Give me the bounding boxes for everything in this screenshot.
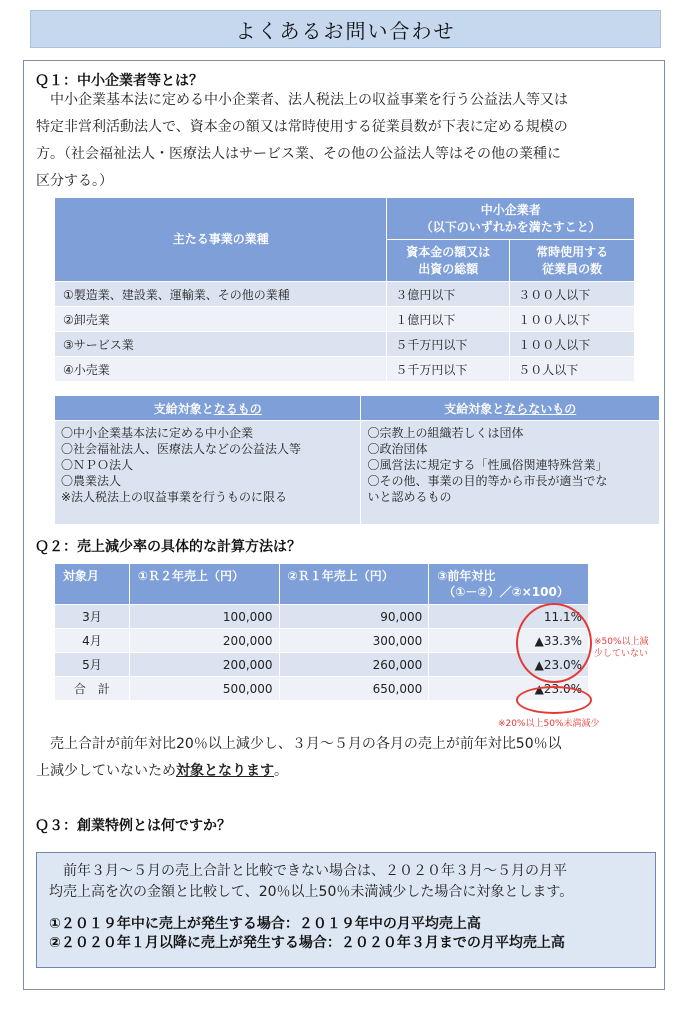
cell-month: 4月 xyxy=(55,629,130,653)
table-row xyxy=(55,629,589,653)
list-item: 〇社会福祉法人、医療法人などの公益法人等 xyxy=(61,442,302,456)
table-row xyxy=(55,677,589,701)
total-note: ※20%以上50%未満減少 xyxy=(498,719,600,729)
eligible-header-a: 支給対象と xyxy=(153,401,214,416)
cell-r1: 260,000 xyxy=(279,653,429,677)
col-header-staff-line1: 常時使用する xyxy=(536,244,609,259)
cell-ratio: ▲23.0% xyxy=(429,653,589,677)
list-item: 〇ＮＰＯ法人 xyxy=(61,458,134,472)
q1-line: 中小企業基本法に定める中小企業者、法人税法上の収益事業を行う公益法人等又は xyxy=(36,92,568,108)
q3-line1: 前年３月～５月の売上合計と比較できない場合は、２０２０年３月～５月の月平 xyxy=(49,863,567,879)
list-item: ※法人税法上の収益事業を行うものに限る xyxy=(61,490,288,504)
col-header-staff xyxy=(510,240,635,282)
cell-r1: 650,000 xyxy=(279,677,429,701)
col-header-r2: ①Ｒ２年売上（円） xyxy=(129,564,279,605)
eligibility-table xyxy=(54,395,660,525)
table-row xyxy=(55,357,635,382)
cell-month: 合 計 xyxy=(55,677,130,701)
cell-r2: 500,000 xyxy=(129,677,279,701)
table-row xyxy=(55,282,635,307)
eligible-header xyxy=(55,396,361,421)
cell-r1: 300,000 xyxy=(279,629,429,653)
col-header-capital-line2: 出資の総額 xyxy=(418,261,479,276)
q1-paragraph xyxy=(36,87,656,195)
cell-month: 5月 xyxy=(55,653,130,677)
page-title-bar xyxy=(30,10,661,48)
q2-conclusion-line2 xyxy=(36,758,656,785)
cell-r1: 90,000 xyxy=(279,605,429,629)
table-row xyxy=(55,653,589,677)
cell-r2: 200,000 xyxy=(129,653,279,677)
cell-month: 3月 xyxy=(55,605,130,629)
monthly-note-line2: 少していない xyxy=(594,649,649,659)
cell-staff: １００人以下 xyxy=(510,307,635,332)
col-header-r1: ②Ｒ１年売上（円） xyxy=(279,564,429,605)
q2-heading: Ｑ２：売上減少率の具体的な計算方法は？ xyxy=(35,539,301,555)
q2-conclusion-period: 。 xyxy=(274,763,288,779)
monthly-note xyxy=(594,636,649,660)
list-item: 〇政治団体 xyxy=(367,442,428,456)
col-header-capital-line1: 資本金の額又は xyxy=(406,244,491,259)
table-row xyxy=(55,332,635,357)
cell-ratio: ▲23.0% xyxy=(429,677,589,701)
q1-heading: Ｑ１：中小企業者等とは？ xyxy=(35,73,203,89)
col-header-industry: 主たる事業の業種 xyxy=(55,198,387,282)
sales-decline-table xyxy=(54,563,589,701)
q2-conclusion-text: 上減少していないため xyxy=(36,763,176,779)
cell-industry: ④小売業 xyxy=(55,357,387,382)
highlight-circle-total xyxy=(516,686,592,714)
list-item: 〇宗教上の組織若しくは団体 xyxy=(367,426,524,440)
col-header-sme-line2: （以下のいずれかを満たすこと） xyxy=(420,219,601,234)
q3-heading: Ｑ３：創業特例とは何ですか？ xyxy=(35,818,231,834)
col-header-ratio xyxy=(429,564,589,605)
q3-case2: ②２０２０年１月以降に売上が発生する場合：２０２０年３月までの月平均売上高 xyxy=(49,935,565,951)
q2-conclusion-emphasis: 対象となります xyxy=(176,763,274,779)
col-header-ratio-line2: （①－②）／②×100） xyxy=(443,585,569,599)
highlight-circle-monthly xyxy=(516,603,592,683)
sme-criteria-table xyxy=(54,197,635,382)
q3-case1: ①２０１９年中に売上が発生する場合：２０１９年中の月平均売上高 xyxy=(49,916,481,932)
col-header-sme-line1: 中小企業者 xyxy=(480,202,541,217)
cell-capital: １億円以下 xyxy=(387,307,510,332)
page-title: よくあるお問い合わせ xyxy=(235,18,456,43)
col-header-month: 対象月 xyxy=(55,564,130,605)
col-header-sme xyxy=(387,198,635,240)
ineligible-header-a: 支給対象と xyxy=(444,401,505,416)
list-item: いと認めるもの xyxy=(367,490,452,504)
cell-staff: ３００人以下 xyxy=(510,282,635,307)
q1-line: 区分する。） xyxy=(36,173,113,189)
q2-conclusion-line1: 売上合計が前年対比20％以上減少し、３月～５月の各月の売上が前年対比50％以 xyxy=(36,736,562,752)
cell-r2: 100,000 xyxy=(129,605,279,629)
col-header-capital xyxy=(387,240,510,282)
monthly-note-line1: ※50%以上減 xyxy=(594,637,649,647)
cell-industry: ③サービス業 xyxy=(55,332,387,357)
q2-conclusion xyxy=(36,731,656,785)
col-header-ratio-line1: ③前年対比 xyxy=(437,569,496,583)
list-item: 〇農業法人 xyxy=(61,474,122,488)
list-item: 〇風営法に規定する「性風俗関連特殊営業」 xyxy=(367,458,608,472)
q3-line2: 均売上高を次の金額と比較して、20％以上50％未満減少した場合に対象とします。 xyxy=(49,884,574,900)
ineligible-header-b: ならないもの xyxy=(504,401,577,416)
list-item: 〇中小企業基本法に定める中小企業 xyxy=(61,426,254,440)
eligible-header-b: なるもの xyxy=(213,401,262,416)
q1-line: 特定非営利活動法人で、資本金の額又は常時使用する従業員数が下表に定める規模の xyxy=(36,119,568,135)
cell-capital: ５千万円以下 xyxy=(387,332,510,357)
q1-line: 方。（社会福祉法人・医療法人はサービス業、その他の公益法人等はその他の業種に xyxy=(36,146,561,162)
eligible-list xyxy=(55,421,361,525)
ineligible-list xyxy=(361,421,660,525)
cell-ratio: ▲33.3% xyxy=(429,629,589,653)
table-row xyxy=(55,605,589,629)
list-item: 〇その他、事業の目的等から市長が適当でな xyxy=(367,474,608,488)
cell-staff: １００人以下 xyxy=(510,332,635,357)
table-row xyxy=(55,307,635,332)
cell-ratio: 11.1% xyxy=(429,605,589,629)
cell-capital: ５千万円以下 xyxy=(387,357,510,382)
ineligible-header xyxy=(361,396,660,421)
cell-industry: ①製造業、建設業、運輸業、その他の業種 xyxy=(55,282,387,307)
cell-r2: 200,000 xyxy=(129,629,279,653)
cell-industry: ②卸売業 xyxy=(55,307,387,332)
cell-staff: ５０人以下 xyxy=(510,357,635,382)
cell-capital: ３億円以下 xyxy=(387,282,510,307)
q3-answer-box xyxy=(36,852,656,968)
col-header-staff-line2: 従業員の数 xyxy=(542,261,603,276)
